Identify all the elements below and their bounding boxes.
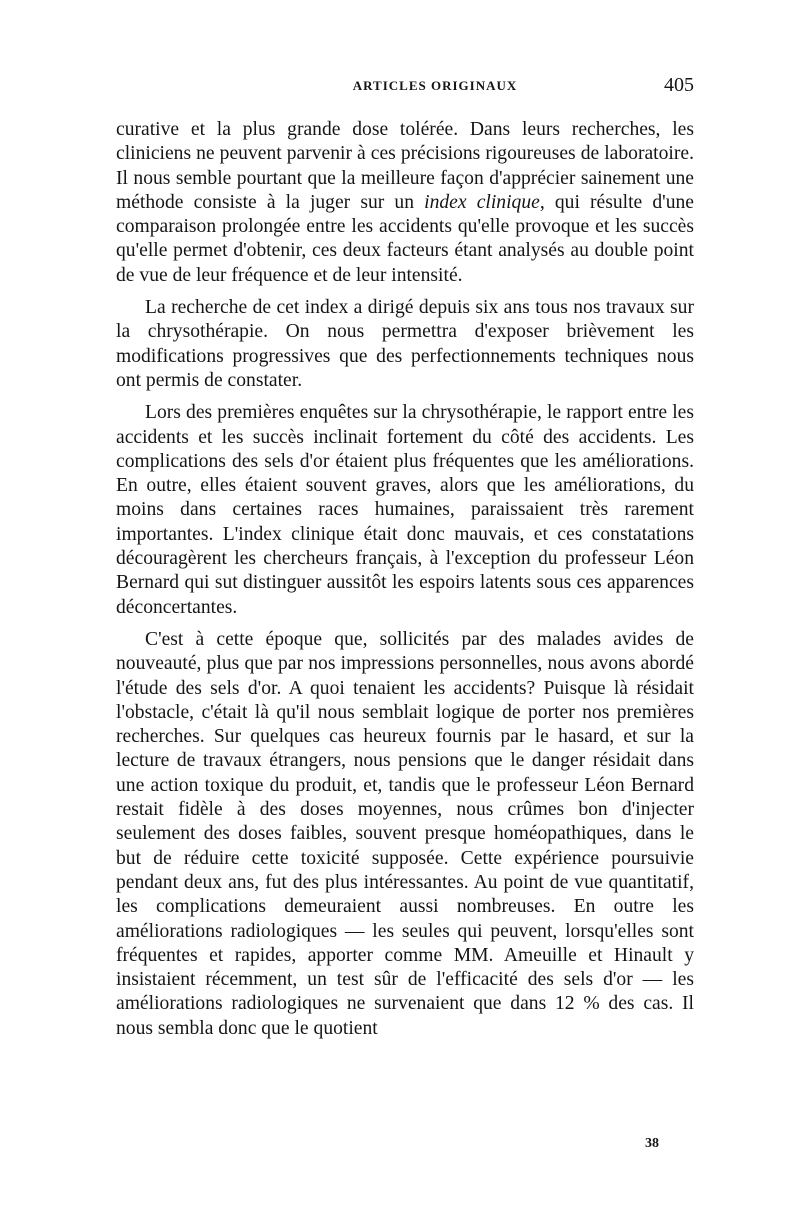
paragraph-1-text-c: , qui résulte d'une comparaison prolongée entre les accidents qu'elle provoque et les succès qu'elle permet d'obtenir, ces deux facteurs étant analysés au double point de vue de leur fréquence et de leur intensité. [116,191,694,286]
paragraph-1 [116,118,694,288]
signature-mark: 38 [645,1136,659,1151]
paragraph-1-text-a: curative et la plus grande dose tolérée. Dans leurs recherches, les cliniciens ne peuvent parvenir à ces précisions rigoureuses de laboratoire. Il nous semble pourtant que la meilleure façon d'apprécier sainement une méthode consiste à la juger sur un [116,119,694,213]
body-text [116,118,694,1041]
paragraph-2: La recherche de cet index a dirigé depuis six ans tous nos travaux sur la chrysothérapie. On nous permettra d'exposer brièvement les modifications progressives que des perfectionnements techniques nous ont permis de constater. [116,297,694,391]
page-header [116,74,694,102]
running-title: ARTICLES ORIGINAUX [352,78,518,93]
paragraph-4: C'est à cette époque que, sollicités par des malades avides de nouveauté, plus que par nos impressions personnelles, nous avons abordé l'étude des sels d'or. A quoi tenaient les accidents? Puisque là résidait l'obstacle, c'était là qu'il nous semblait logique de porter nos premières recherches. Sur quelques cas heureux fournis par le hasard, et sur la lecture de travaux étrangers, nous pensions que le danger résidait dans une action toxique du produit, et, tandis que le professeur Léon Bernard restait fidèle à des doses moyennes, nous crûmes bon d'injecter seulement des doses faibles, souvent presque homéopathiques, dans le but de réduire cette toxicité supposée. Cette expérience poursuivie pendant deux ans, fut des plus intéressantes. Au point de vue quantitatif, les complications demeuraient aussi nombreuses. En outre les améliorations radiologiques — les seules qui peuvent, lorsqu'elles sont fréquentes et rapides, apporter comme MM. Ameuille et Hinault y insistaient récemment, un test sûr de l'efficacité des sels d'or — les améliorations radiologiques ne survenaient que dans 12 % des cas. Il nous sembla donc que le quotient [116,628,694,1039]
page-number: 405 [664,74,694,96]
index-clinique-italic: index clinique [424,191,540,213]
paragraph-3: Lors des premières enquêtes sur la chrysothérapie, le rapport entre les accidents et les succès inclinait fortement du côté des accidents. Les complications des sels d'or étaient plus fréquentes que les améliorations. En outre, elles étaient souvent graves, alors que les améliorations, du moins dans certaines races humaines, paraissaient très rarement importantes. L'index clinique était donc mauvais, et ces constatations découragèrent les chercheurs français, à l'exception du professeur Léon Bernard qui sut distinguer aussitôt les espoirs latents sous ces apparences déconcertantes. [116,402,694,618]
